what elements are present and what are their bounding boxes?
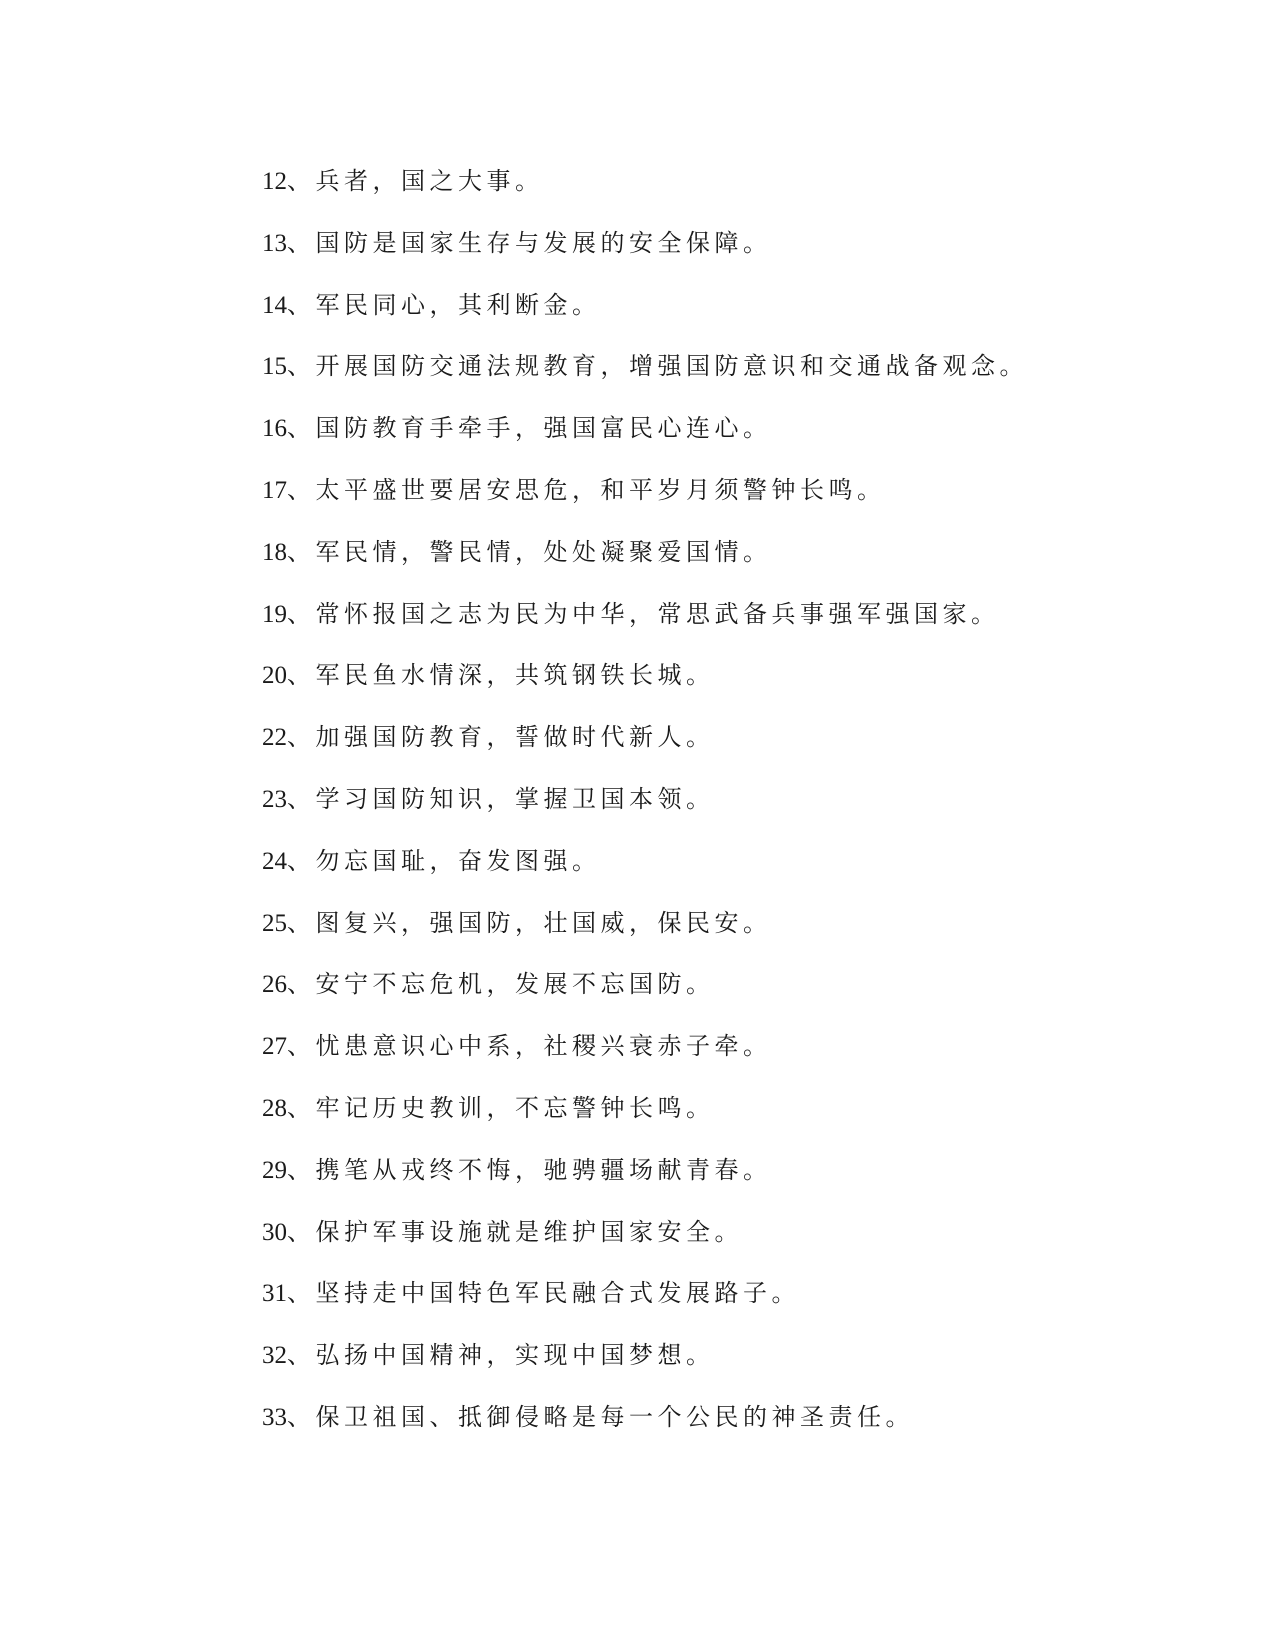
item-number: 14 [262,291,287,319]
list-item [262,470,1028,532]
item-text: 、国防是国家生存与发展的安全保障。 [287,228,772,257]
list-item [262,532,1028,594]
item-number: 19 [262,600,287,628]
item-text: 、忧患意识心中系，社稷兴衰赤子牵。 [287,1032,772,1061]
item-number: 20 [262,662,287,690]
item-text: 、军民鱼水情深，共筑钢铁长城。 [287,661,715,690]
item-number: 22 [262,724,287,752]
item-number: 32 [262,1342,287,1370]
item-number: 18 [262,538,287,566]
item-text: 、加强国防教育，誓做时代新人。 [287,723,715,752]
list-item [262,346,1028,408]
list-item [262,1026,1028,1088]
item-number: 13 [262,229,287,257]
item-number: 27 [262,1033,287,1061]
item-text: 、保卫祖国、抵御侵略是每一个公民的神圣责任。 [287,1402,914,1431]
item-number: 33 [262,1403,287,1431]
item-text: 、太平盛世要居安思危，和平岁月须警钟长鸣。 [287,475,886,504]
list-item [262,408,1028,470]
item-text: 、开展国防交通法规教育，增强国防意识和交通战备观念。 [287,352,1028,381]
list-item [262,1397,1028,1459]
list-item [262,1273,1028,1335]
list-item [262,779,1028,841]
list-item [262,1212,1028,1274]
item-text: 、保护军事设施就是维护国家安全。 [287,1217,743,1246]
item-number: 24 [262,847,287,875]
list-item [262,594,1028,656]
item-number: 29 [262,1156,287,1184]
item-text: 、牢记历史教训，不忘警钟长鸣。 [287,1093,715,1122]
item-number: 30 [262,1218,287,1246]
item-number: 26 [262,971,287,999]
list-item [262,1150,1028,1212]
item-text: 、国防教育手牵手，强国富民心连心。 [287,414,772,443]
item-number: 16 [262,415,287,443]
item-text: 、常怀报国之志为民为中华，常思武备兵事强军强国家。 [287,599,1000,628]
slogan-list [262,161,1028,1459]
item-number: 28 [262,1094,287,1122]
item-number: 23 [262,785,287,813]
item-number: 15 [262,353,287,381]
item-text: 、军民同心，其利断金。 [287,290,601,319]
list-item [262,964,1028,1026]
item-text: 、携笔从戎终不悔，驰骋疆场献青春。 [287,1155,772,1184]
item-text: 、安宁不忘危机，发展不忘国防。 [287,970,715,999]
item-text: 、兵者，国之大事。 [287,167,544,195]
list-item [262,903,1028,965]
item-text: 、弘扬中国精神，实现中国梦想。 [287,1341,715,1370]
item-text: 、勿忘国耻，奋发图强。 [287,846,601,875]
list-item [262,161,1028,223]
item-text: 、军民情，警民情，处处凝聚爱国情。 [287,537,772,566]
list-item [262,1088,1028,1150]
list-item [262,841,1028,903]
item-text: 、坚持走中国特色军民融合式发展路子。 [287,1279,800,1308]
item-text: 、图复兴，强国防，壮国威，保民安。 [287,908,772,937]
item-number: 12 [262,168,287,195]
item-text: 、学习国防知识，掌握卫国本领。 [287,784,715,813]
item-number: 25 [262,909,287,937]
item-number: 17 [262,476,287,504]
item-number: 31 [262,1280,287,1308]
list-item [262,1335,1028,1397]
list-item [262,285,1028,347]
list-item [262,223,1028,285]
list-item [262,655,1028,717]
list-item [262,717,1028,779]
